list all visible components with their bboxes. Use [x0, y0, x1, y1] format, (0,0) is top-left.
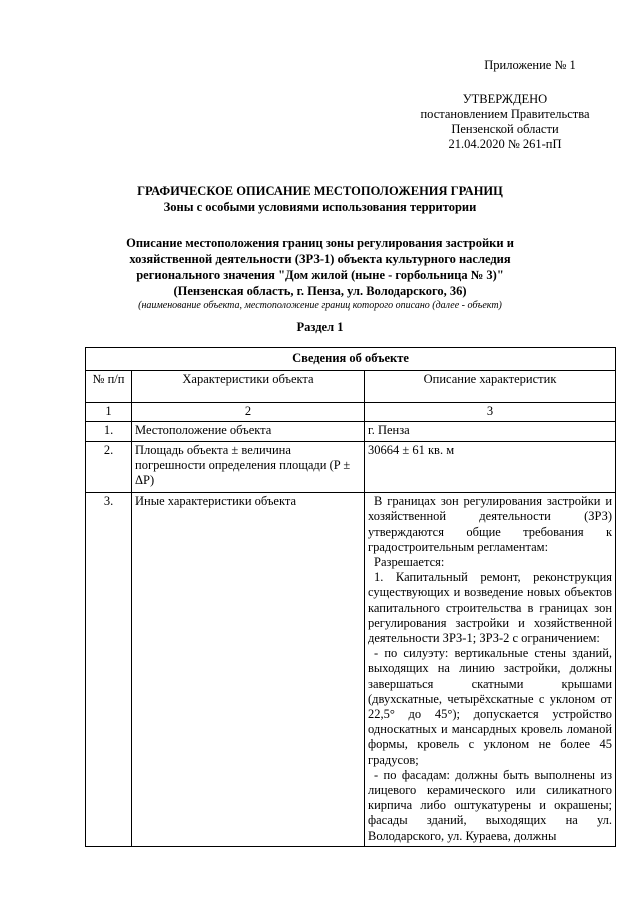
- description-paragraph: - по силуэту: вертикальные стены зданий, выходящих на линию застройки, должны завершаться скатными крышами (двухскатные, четырёхскатные с уклоном от 22,5° до 45°); допускается устройство односкатных и мансардных кровель ломаной формы, кровель с уклоном не более 45 градусов;: [368, 646, 613, 767]
- row-characteristic: Иные характеристики объекта: [132, 493, 365, 847]
- approval-line-2: Пензенской области: [451, 122, 559, 136]
- approval-date-number: 21.04.2020 № 261-пП: [448, 137, 562, 151]
- object-info-table: [85, 347, 616, 847]
- description-line-1: Описание местоположения границ зоны регулирования застройки и: [126, 236, 514, 250]
- document-title: ГРАФИЧЕСКОЕ ОПИСАНИЕ МЕСТОПОЛОЖЕНИЯ ГРАНИЦ: [137, 184, 503, 198]
- row-description: г. Пенза: [365, 422, 616, 441]
- header-characteristic: Характеристики объекта: [132, 371, 365, 403]
- table-title-row: [86, 348, 616, 371]
- table-row: [86, 441, 616, 493]
- description-paragraph: В границах зон регулирования застройки и хозяйственной деятельности (ЗРЗ) утверждаются общие требования к градостроительным регламентам:: [368, 494, 613, 554]
- row-number: 2.: [86, 441, 132, 493]
- header-description: Описание характеристик: [365, 371, 616, 403]
- approval-block: [410, 58, 600, 152]
- description-paragraph: - по фасадам: должны быть выполнены из лицевого керамического или силикатного кирпича либо оштукатурены и окрашены; фасады зданий, выходящих на ул. Володарского, ул. Кураева, должны: [368, 767, 613, 843]
- column-number-3: 3: [365, 403, 616, 422]
- column-number-2: 2: [132, 403, 365, 422]
- row-description: 30664 ± 61 кв. м: [365, 441, 616, 493]
- description-note: (наименование объекта, местоположение границ которого описано (далее - объект): [138, 300, 502, 311]
- approval-line-1: постановлением Правительства: [420, 107, 590, 121]
- table-row: [86, 493, 616, 847]
- description-paragraph: 1. Капитальный ремонт, реконструкция существующих и возведение новых объектов капитального строительства в границах зон регулирования застройки и хозяйственной деятельности ЗРЗ-1; ЗРЗ-2 с ограничением:: [368, 570, 613, 646]
- row-number: 1.: [86, 422, 132, 441]
- table-row: [86, 422, 616, 441]
- description-line-2: хозяйственной деятельности (ЗРЗ-1) объекта культурного наследия: [129, 252, 511, 266]
- row-characteristic: Площадь объекта ± величина погрешности определения площади (P ± ΔP): [132, 441, 365, 493]
- table-header-row: [86, 371, 616, 403]
- column-number-1: 1: [86, 403, 132, 422]
- description-paragraph: Разрешается:: [374, 555, 445, 570]
- column-numbers-row: [86, 403, 616, 422]
- row-characteristic: Местоположение объекта: [132, 422, 365, 441]
- approved-label: УТВЕРЖДЕНО: [462, 92, 548, 106]
- description-line-4: (Пензенская область, г. Пенза, ул. Володарского, 36): [173, 284, 467, 298]
- section-title: Раздел 1: [296, 320, 344, 334]
- table-title: Сведения об объекте: [86, 348, 616, 371]
- row-number: 3.: [86, 493, 132, 847]
- row-description: [365, 493, 616, 847]
- document-subtitle: Зоны с особыми условиями использования территории: [163, 200, 477, 214]
- description-line-3: регионального значения "Дом жилой (ныне - горбольница № 3)": [136, 268, 504, 282]
- appendix-number: Приложение № 1: [484, 58, 576, 72]
- header-number: № п/п: [86, 371, 132, 403]
